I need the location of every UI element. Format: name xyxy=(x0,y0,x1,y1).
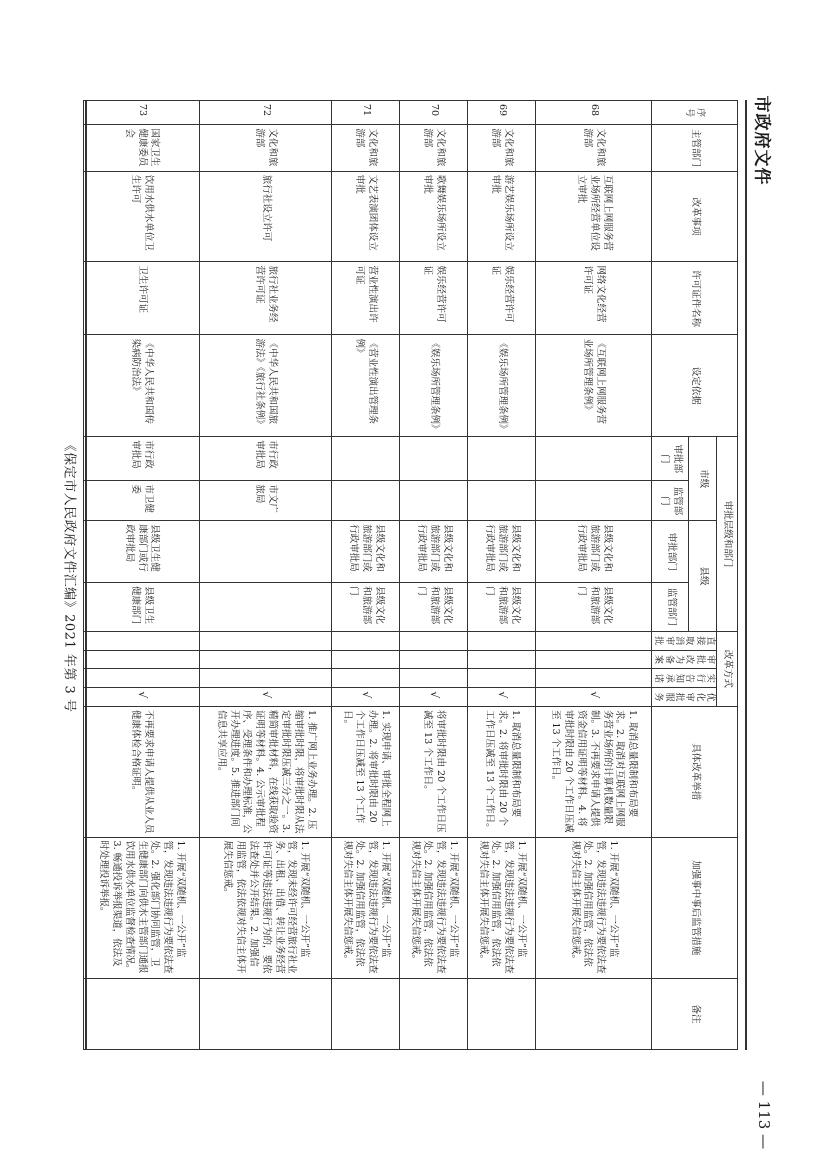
col-method-commitment: 实行告知承诺 xyxy=(651,669,716,688)
cell-method-cancel xyxy=(83,631,199,650)
cell-city-supervision xyxy=(331,481,399,521)
reform-table xyxy=(83,100,738,1050)
cell-notes xyxy=(331,979,399,1050)
cell-method-commitment xyxy=(199,669,331,688)
col-post-supervision: 加强事中事后监管措施 xyxy=(651,837,737,979)
col-method-optimize: 优化审批服务 xyxy=(651,688,716,707)
cell-method-optimize: √ xyxy=(535,688,651,707)
cell-measures: 不再要求申请人提供从业人员健康体检合格证明。 xyxy=(83,707,199,838)
col-method-filing: 审批改为备案 xyxy=(651,650,716,669)
cell-method-optimize: √ xyxy=(331,688,399,707)
cell-dept: 文化和旅游部 xyxy=(199,125,331,171)
table-row xyxy=(331,101,399,1050)
cell-city-supervision: 市文广旅局 xyxy=(199,481,331,521)
cell-notes xyxy=(199,979,331,1050)
cell-post-supervision: 1. 开展“双随机、一公开”监管，发现违法违规行为要依法查处。2. 加强信用监管，依法依规对失信主体开展失信惩戒。 xyxy=(331,837,399,979)
cell-post-supervision: 1. 开展“双随机、一公开”监管，发现未经许可经营旅行社业务、出租、出借、转让业务经营许可证等违法违规行为的，要依法查处并公开结果。2. 加强信用监管，依法依规对失信主体开展失信惩戒。 xyxy=(199,837,331,979)
running-header-left xyxy=(58,100,84,1050)
cell-method-filing xyxy=(83,650,199,669)
col-measures: 具体改革举措 xyxy=(651,707,737,838)
cell-measures: 1. 取消总量限制和布局要求。2. 将审批时限由 20 个工作日压减至 13 个工作日。 xyxy=(467,707,535,838)
col-notes: 备注 xyxy=(651,979,737,1050)
cell-post-supervision: 1. 开展“双随机、一公开”监管，发现违法违规行为要依法查处。2. 加强信用监管，依法依规对失信主体开展失信惩戒。 xyxy=(535,837,651,979)
cell-county-approval: 县级文化和旅游部门或行政审批局 xyxy=(399,521,467,583)
col-method-cancel: 直接取消审批 xyxy=(651,631,716,650)
table-row xyxy=(199,101,331,1050)
cell-basis: 《娱乐场所管理条例》 xyxy=(467,335,535,437)
cell-dept: 文化和旅游部 xyxy=(331,125,399,171)
cell-seq: 71 xyxy=(331,101,399,125)
cell-method-optimize: √ xyxy=(399,688,467,707)
cell-license: 网络文化经营许可证 xyxy=(535,262,651,335)
col-seq: 序号 xyxy=(651,101,737,125)
cell-method-cancel xyxy=(535,631,651,650)
cell-method-commitment xyxy=(399,669,467,688)
table-row xyxy=(83,101,199,1050)
cell-county-approval: 县级卫生健康部门或行政审批局 xyxy=(83,521,199,583)
cell-county-supervision: 县级文化和旅游部门 xyxy=(399,583,467,632)
cell-license: 卫生许可证 xyxy=(83,262,199,335)
cell-method-commitment xyxy=(331,669,399,688)
cell-measures: 1. 推广网上业务办理。2. 压缩审批时限，将审批时限从法定审批时限压减三分之一。3. 精简审批材料，在线获取验资证明等材料。4. 公示审批程序、受理条件和办理标准，公开办理进度。5. 推进部门间信息共享应用。 xyxy=(199,707,331,838)
col-city-approval: 审批部门 xyxy=(651,437,689,481)
footer-divider xyxy=(745,100,747,1050)
cell-method-filing xyxy=(399,650,467,669)
col-method-group: 改革方式 xyxy=(717,631,738,706)
cell-county-approval: 县级文化和旅游部门或行政审批局 xyxy=(467,521,535,583)
cell-method-optimize: √ xyxy=(467,688,535,707)
cell-city-approval xyxy=(331,437,399,481)
cell-city-approval xyxy=(535,437,651,481)
cell-method-commitment xyxy=(83,669,199,688)
cell-item: 互联网上网服务营业场所经营单位设立审批 xyxy=(535,171,651,262)
cell-seq: 70 xyxy=(399,101,467,125)
section-title: 市政府文件 xyxy=(751,95,772,185)
cell-item: 旅行社设立许可 xyxy=(199,171,331,262)
col-approval-group: 审批层级和部门 xyxy=(717,437,738,632)
cell-license: 营业性演出许可证 xyxy=(331,262,399,335)
col-basis: 设定依据 xyxy=(651,335,737,437)
cell-measures: 1. 取消总量限制和布局要求。2. 取消对互联网上网服务营业场所的计算机数量限制。3. 不再要求申请人提供资金信用证明等材料。4. 将审批时限由 20 个工作日压减至 13 个工作日。 xyxy=(535,707,651,838)
cell-basis: 《营业性演出管理条例》 xyxy=(331,335,399,437)
cell-notes xyxy=(399,979,467,1050)
col-county-level: 县级 xyxy=(689,521,717,632)
cell-method-commitment xyxy=(467,669,535,688)
cell-method-optimize: √ xyxy=(83,688,199,707)
cell-basis: 《互联网上网服务营业场所管理条例》 xyxy=(535,335,651,437)
col-city-level: 市级 xyxy=(689,437,717,521)
cell-city-supervision: 市卫健委 xyxy=(83,481,199,521)
cell-seq: 68 xyxy=(535,101,651,125)
cell-measures: 将审批时限由 20 个工作日压减至 13 个工作日。 xyxy=(399,707,467,838)
cell-city-approval xyxy=(399,437,467,481)
cell-city-approval: 市行政审批局 xyxy=(199,437,331,481)
cell-item: 歌舞娱乐场所设立审批 xyxy=(399,171,467,262)
cell-city-supervision xyxy=(467,481,535,521)
cell-method-filing xyxy=(331,650,399,669)
cell-county-approval xyxy=(199,521,331,583)
cell-item: 文艺表演团体设立审批 xyxy=(331,171,399,262)
cell-license: 娱乐经营许可证 xyxy=(399,262,467,335)
cell-city-approval: 市行政审批局 xyxy=(83,437,199,481)
cell-dept: 文化和旅游部 xyxy=(399,125,467,171)
cell-license: 旅行社业务经营许可证 xyxy=(199,262,331,335)
cell-measures: 1. 实现申请、审批全程网上办理。2. 将审批时限由 20 个工作日压减至 13 个工作日。 xyxy=(331,707,399,838)
cell-county-supervision: 县级文化和旅游部门 xyxy=(331,583,399,632)
col-city-supervision: 监管部门 xyxy=(651,481,689,521)
cell-dept: 文化和旅游部 xyxy=(467,125,535,171)
col-dept: 主管部门 xyxy=(651,125,737,171)
cell-post-supervision: 1. 开展“双随机、一公开”监管，发现违法违规行为要依法查处。2. 强化部门协同监管，卫生健康部门向供水主管部门通报饮用水供水单位监督检查情况。3. 畅通投诉举报渠道，依法及时处理投诉举报。 xyxy=(83,837,199,979)
col-license: 许可证件名称 xyxy=(651,262,737,335)
cell-method-cancel xyxy=(467,631,535,650)
cell-method-filing xyxy=(535,650,651,669)
cell-county-supervision: 县级文化和旅游部门 xyxy=(467,583,535,632)
cell-notes xyxy=(535,979,651,1050)
cell-county-supervision xyxy=(199,583,331,632)
cell-item: 饮用水供水单位卫生许可 xyxy=(83,171,199,262)
reform-table-container xyxy=(98,100,738,1050)
cell-basis: 《中华人民共和国旅游法》《旅行社条例》 xyxy=(199,335,331,437)
cell-basis: 《中华人民共和国传染病防治法》 xyxy=(83,335,199,437)
cell-county-approval: 县级文化和旅游部门或行政审批局 xyxy=(331,521,399,583)
cell-item: 游艺娱乐场所设立审批 xyxy=(467,171,535,262)
cell-dept: 文化和旅游部 xyxy=(535,125,651,171)
cell-city-supervision xyxy=(399,481,467,521)
cell-county-supervision: 县级卫生健康部门 xyxy=(83,583,199,632)
document-series-title: 《保定市人民政府文件汇编》2021 年第 3 号 xyxy=(61,438,77,712)
cell-post-supervision: 1. 开展“双随机、一公开”监管，发现违法违规行为要依法查处。2. 加强信用监管，依法依规对失信主体开展失信惩戒。 xyxy=(467,837,535,979)
running-header-right xyxy=(748,95,780,185)
cell-seq: 72 xyxy=(199,101,331,125)
col-county-approval: 审批部门 xyxy=(651,521,689,583)
cell-county-supervision: 县级文化和旅游部门 xyxy=(535,583,651,632)
page-number-box xyxy=(748,1080,780,1150)
cell-seq: 73 xyxy=(83,101,199,125)
cell-method-filing xyxy=(467,650,535,669)
cell-method-commitment xyxy=(535,669,651,688)
cell-county-approval: 县级文化和旅游部门或行政审批局 xyxy=(535,521,651,583)
cell-seq: 69 xyxy=(467,101,535,125)
col-county-supervision: 监管部门 xyxy=(651,583,689,632)
cell-license: 娱乐经营许可证 xyxy=(467,262,535,335)
cell-method-cancel xyxy=(199,631,331,650)
cell-city-approval xyxy=(467,437,535,481)
cell-notes xyxy=(83,979,199,1050)
cell-method-optimize: √ xyxy=(199,688,331,707)
table-row xyxy=(467,101,535,1050)
page-number: — 113 — xyxy=(755,1080,774,1150)
cell-method-cancel xyxy=(399,631,467,650)
cell-city-supervision xyxy=(535,481,651,521)
col-item: 改革事项 xyxy=(651,171,737,262)
table-row xyxy=(535,101,651,1050)
cell-post-supervision: 1. 开展“双随机、一公开”监管，发现违法违规行为要依法查处。2. 加强信用监管，依法依规对失信主体开展失信惩戒。 xyxy=(399,837,467,979)
cell-notes xyxy=(467,979,535,1050)
cell-basis: 《娱乐场所管理条例》 xyxy=(399,335,467,437)
cell-method-cancel xyxy=(331,631,399,650)
table-row xyxy=(399,101,467,1050)
cell-dept: 国家卫生健康委员会 xyxy=(83,125,199,171)
cell-method-filing xyxy=(199,650,331,669)
